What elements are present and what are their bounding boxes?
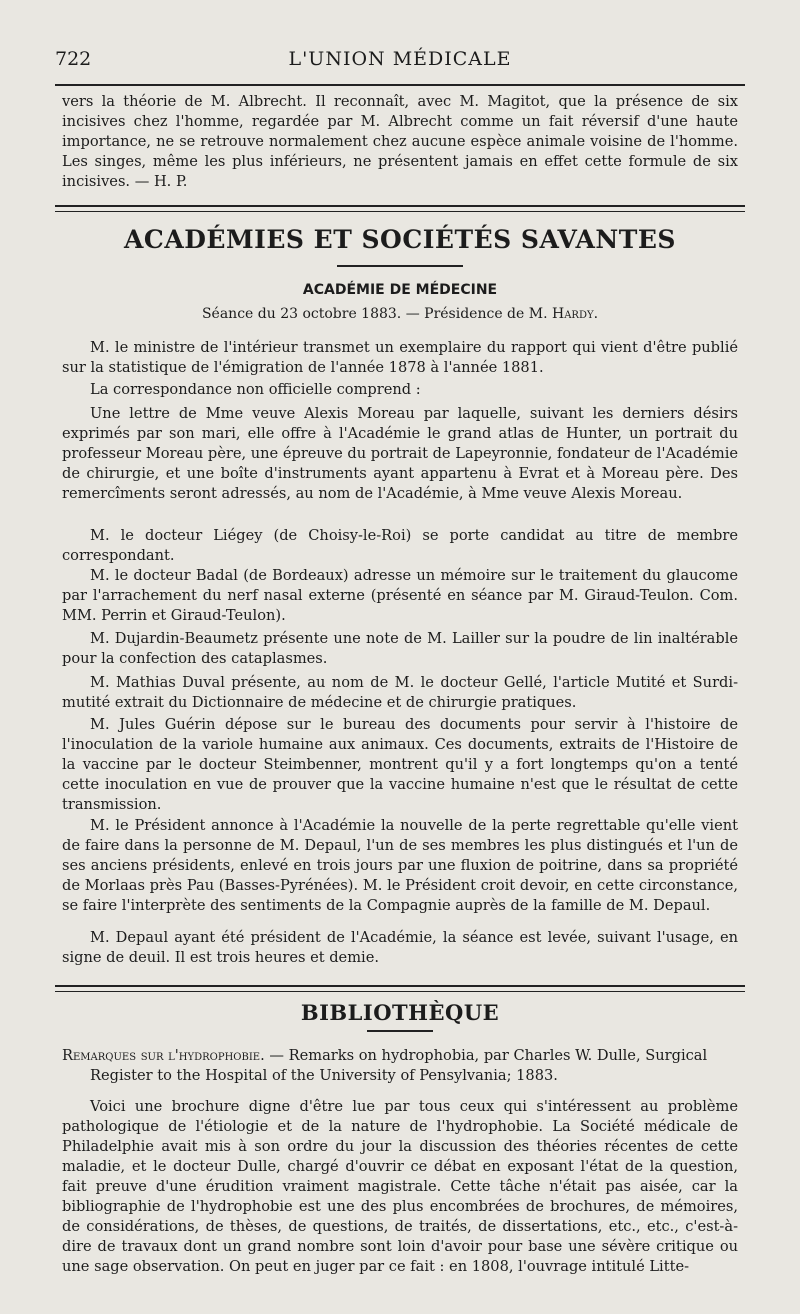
running-head (55, 48, 745, 76)
paragraph: La correspondance non officielle comprend : (90, 381, 421, 398)
session-president: Hardy (552, 306, 594, 322)
session-prefix: Séance du 23 octobre 1883. — Présidence de M. (201, 306, 552, 322)
short-rule (367, 1030, 433, 1032)
paragraph: M. Mathias Duval présente, au nom de M. le docteur Gellé, l'article Mutité et Surdi-mutité extrait du Dictionnaire de médecine et de chirurgie pratiques. (62, 674, 738, 711)
header-rule (55, 84, 745, 86)
reference-citation: — Remarks on hydrophobia, par Charles W. Dulle, Surgical (264, 1047, 708, 1064)
paragraph: M. le docteur Liégey (de Choisy-le-Roi) se porte candidat au titre de membre correspondant. (62, 527, 738, 564)
section-divider (55, 985, 745, 992)
page-number: 722 (55, 48, 92, 70)
section-divider (55, 205, 745, 212)
paragraph: Une lettre de Mme veuve Alexis Moreau par laquelle, suivant les derniers désirs exprimés par son mari, elle offre à l'Académie le grand atlas de Hunter, un portrait du professeur Moreau père, une épreuve du portrait de Lapeyronnie, fondateur de l'Académie de chirurgie, et une boîte d'instruments ayant appartenu à Evrat et à Moreau père. Des remercîments seront adressés, au nom de l'Académie, à Mme veuve Alexis Moreau. (62, 405, 738, 502)
paragraph: M. Jules Guérin dépose sur le bureau des documents pour servir à l'histoire de l'inoculation de la variole humaine aux animaux. Ces documents, extraits de l'Histoire de la vaccine par le docteur Steimbenner, montrent qu'il y a fort longtemps qu'on a tenté cette inoculation en vue de prouver que la vaccine humaine n'est que le résultat de cette transmission. (62, 716, 738, 813)
reference-continuation: Register to the Hospital of the University of Pensylvania; 1883. (90, 1067, 558, 1084)
reference-heading: Remarques sur l'hydrophobie. (62, 1047, 265, 1064)
journal-title: L'UNION MÉDICALE (288, 48, 512, 70)
subsection-title: ACADÉMIE DE MÉDECINE (302, 282, 498, 298)
section-title: ACADÉMIES ET SOCIÉTÉS SAVANTES (124, 225, 676, 254)
bibliography-reference (62, 1046, 738, 1086)
paragraph: M. le docteur Badal (de Bordeaux) adresse un mémoire sur le traitement du glaucome par l'arrachement du nerf nasal externe (présenté en séance par M. Giraud-Teulon. Com. MM. Perrin et Giraud-Teulon). (62, 567, 738, 624)
intro-paragraph: vers la théorie de M. Albrecht. Il reconnaît, avec M. Magitot, que la présence de six incisives chez l'homme, regardée par M. Albrecht comme un fait réversif d'une haute importance, ne se retrouve normalement chez aucune espèce animale voisine de l'homme. Les singes, même les plus inférieurs, ne présentent jamais en effet cette formule de six incisives. — H. P. (62, 93, 738, 190)
paragraph: M. Dujardin-Beaumetz présente une note de M. Lailler sur la poudre de lin inaltérable pour la confection des cataplasmes. (62, 630, 738, 667)
paragraph: M. le ministre de l'intérieur transmet un exemplaire du rapport qui vient d'être publié sur la statistique de l'émigration de l'année 1878 à l'année 1881. (62, 339, 738, 376)
paragraph: M. le Président annonce à l'Académie la nouvelle de la perte regrettable qu'elle vient de faire dans la personne de M. Depaul, l'un de ses membres les plus distingués et l'un de ses anciens présidents, enlevé en trois jours par une fluxion de poitrine, dans sa propriété de Morlaas près Pau (Basses-Pyrénées). M. le Président croit devoir, en cette circonstance, se faire l'interprète des sentiments de la Compagnie auprès de la famille de M. Depaul. (62, 817, 738, 914)
short-rule (337, 265, 463, 267)
session-suffix: . (593, 306, 599, 322)
paragraph: Voici une brochure digne d'être lue par tous ceux qui s'intéressent au problème pathologique de l'étiologie et de la nature de l'hydrophobie. La Société médicale de Philadelphie avait mis à son ordre du jour la discussion des théories récentes de cette maladie, et le docteur Dulle, chargé d'ouvrir ce débat en exposant l'état de la question, fait preuve d'une érudition vraiment magistrale. Cette tâche n'était pas aisée, car la bibliographie de l'hydrophobie est une des plus encombrées de brochures, de mémoires, de considérations, de thèses, de questions, de traités, de dissertations, etc., etc., c'est-à-dire de travaux dont un grand nombre sont loin d'avoir pour base une sévère critique ou une sage observation. On peut en juger par ce fait : en 1808, l'ouvrage intitulé Litte- (62, 1098, 738, 1275)
session-line (0, 306, 800, 322)
paragraph: M. Depaul ayant été président de l'Académie, la séance est levée, suivant l'usage, en signe de deuil. Il est trois heures et demie. (62, 929, 738, 966)
section-title: BIBLIOTHÈQUE (300, 1000, 500, 1025)
